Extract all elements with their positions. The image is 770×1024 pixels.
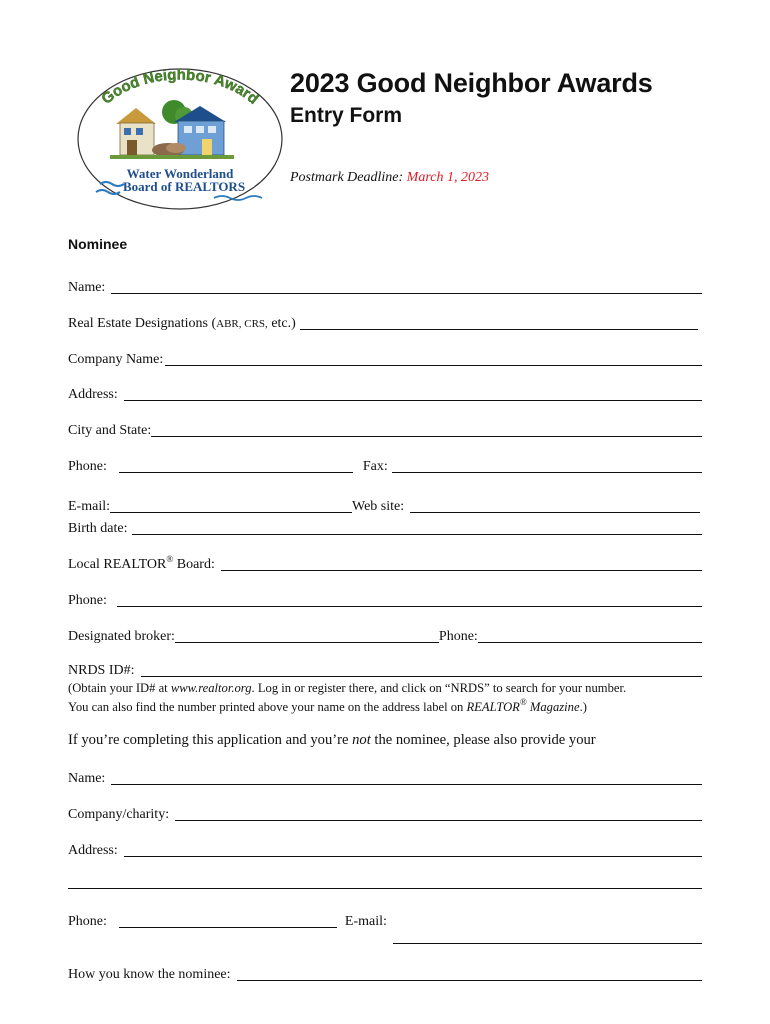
postmark-deadline xyxy=(290,170,489,186)
logo-line1: Water Wonderland xyxy=(126,166,234,181)
local-board-row xyxy=(68,553,702,573)
how-know-row xyxy=(68,963,702,983)
birth-date-label: Birth date: xyxy=(68,521,128,536)
how-know-label: How you know the nominee: xyxy=(68,967,231,982)
broker-phone-field[interactable] xyxy=(478,641,702,643)
designations-row xyxy=(68,312,698,332)
board-phone-field[interactable] xyxy=(117,605,702,607)
page-subtitle: Entry Form xyxy=(290,104,403,127)
deadline-date: March 1, 2023 xyxy=(406,170,489,185)
submitter-address-row xyxy=(68,839,702,859)
phone-fax-row xyxy=(68,455,702,475)
nrds-label: NRDS ID#: xyxy=(68,663,135,678)
broker-field[interactable] xyxy=(175,641,439,643)
address-row xyxy=(68,383,702,403)
nominee-name-label: Name: xyxy=(68,280,106,295)
submitter-company-field[interactable] xyxy=(175,819,702,821)
submitter-name-field[interactable] xyxy=(111,783,702,785)
city-state-label: City and State: xyxy=(68,423,152,438)
logo-line2: Board of REALTORS xyxy=(122,179,246,194)
designations-field[interactable] xyxy=(300,328,698,330)
good-neighbor-award-logo xyxy=(74,66,286,212)
nrds-row xyxy=(68,659,702,679)
submitter-company-row xyxy=(68,803,702,823)
nrds-note-line2: You can also find the number printed above your name on the address label on REALTOR® Magazine.) xyxy=(68,697,587,714)
submitter-name-label: Name: xyxy=(68,771,106,786)
local-board-label: Local REALTOR® Board: xyxy=(68,554,215,572)
page-title: 2023 Good Neighbor Awards xyxy=(290,68,653,98)
submitter-address-field[interactable] xyxy=(124,855,702,857)
nominee-name-row xyxy=(68,276,702,296)
email-website-row xyxy=(68,495,700,515)
broker-phone-label: Phone: xyxy=(438,629,478,644)
company-name-field[interactable] xyxy=(165,364,702,366)
address-field[interactable] xyxy=(124,399,702,401)
submitter-phone-email-row xyxy=(68,910,702,930)
broker-label: Designated broker: xyxy=(68,629,175,644)
fax-label: Fax: xyxy=(362,459,388,474)
board-phone-label: Phone: xyxy=(68,593,107,608)
city-state-row xyxy=(68,419,702,439)
how-know-field[interactable] xyxy=(237,979,702,981)
board-phone-row xyxy=(68,589,702,609)
nrds-note-line1: (Obtain your ID# at www.realtor.org. Log in or register there, and click on “NRDS” to search for your number. xyxy=(68,681,627,695)
designations-label: Real Estate Designations (ABR, CRS, etc.) xyxy=(68,316,296,331)
submitter-name-row xyxy=(68,767,702,787)
logo-top-text: Good Neighbor Award xyxy=(98,66,262,108)
company-name-label: Company Name: xyxy=(68,352,164,367)
submitter-address-label: Address: xyxy=(68,843,118,858)
broker-row xyxy=(68,625,702,645)
birth-date-field[interactable] xyxy=(132,533,703,535)
submitter-intro: If you’re completing this application and you’re not the nominee, please also provide your xyxy=(68,732,596,748)
nominee-name-field[interactable] xyxy=(111,292,702,294)
email-label: E-mail: xyxy=(68,499,110,514)
local-board-field[interactable] xyxy=(221,569,702,571)
submitter-email-field[interactable] xyxy=(393,942,702,944)
section-title-nominee: Nominee xyxy=(68,236,128,252)
email-field[interactable] xyxy=(110,511,352,513)
city-state-field[interactable] xyxy=(151,435,702,437)
submitter-address-line2-field[interactable] xyxy=(68,887,702,889)
submitter-company-label: Company/charity: xyxy=(68,807,170,822)
submitter-phone-field[interactable] xyxy=(119,926,337,928)
phone-label: Phone: xyxy=(68,459,107,474)
website-label: Web site: xyxy=(352,499,405,514)
website-field[interactable] xyxy=(410,511,700,513)
logo-graphic xyxy=(74,66,286,212)
phone-field[interactable] xyxy=(119,471,353,473)
nrds-field[interactable] xyxy=(141,675,702,677)
birth-date-row xyxy=(68,517,702,537)
company-name-row xyxy=(68,348,702,368)
submitter-address-line2-row xyxy=(68,871,702,891)
submitter-phone-label: Phone: xyxy=(68,914,107,929)
deadline-label: Postmark Deadline: xyxy=(290,170,404,185)
fax-field[interactable] xyxy=(392,471,702,473)
address-label: Address: xyxy=(68,387,118,402)
submitter-email-label: E-mail: xyxy=(344,914,387,929)
